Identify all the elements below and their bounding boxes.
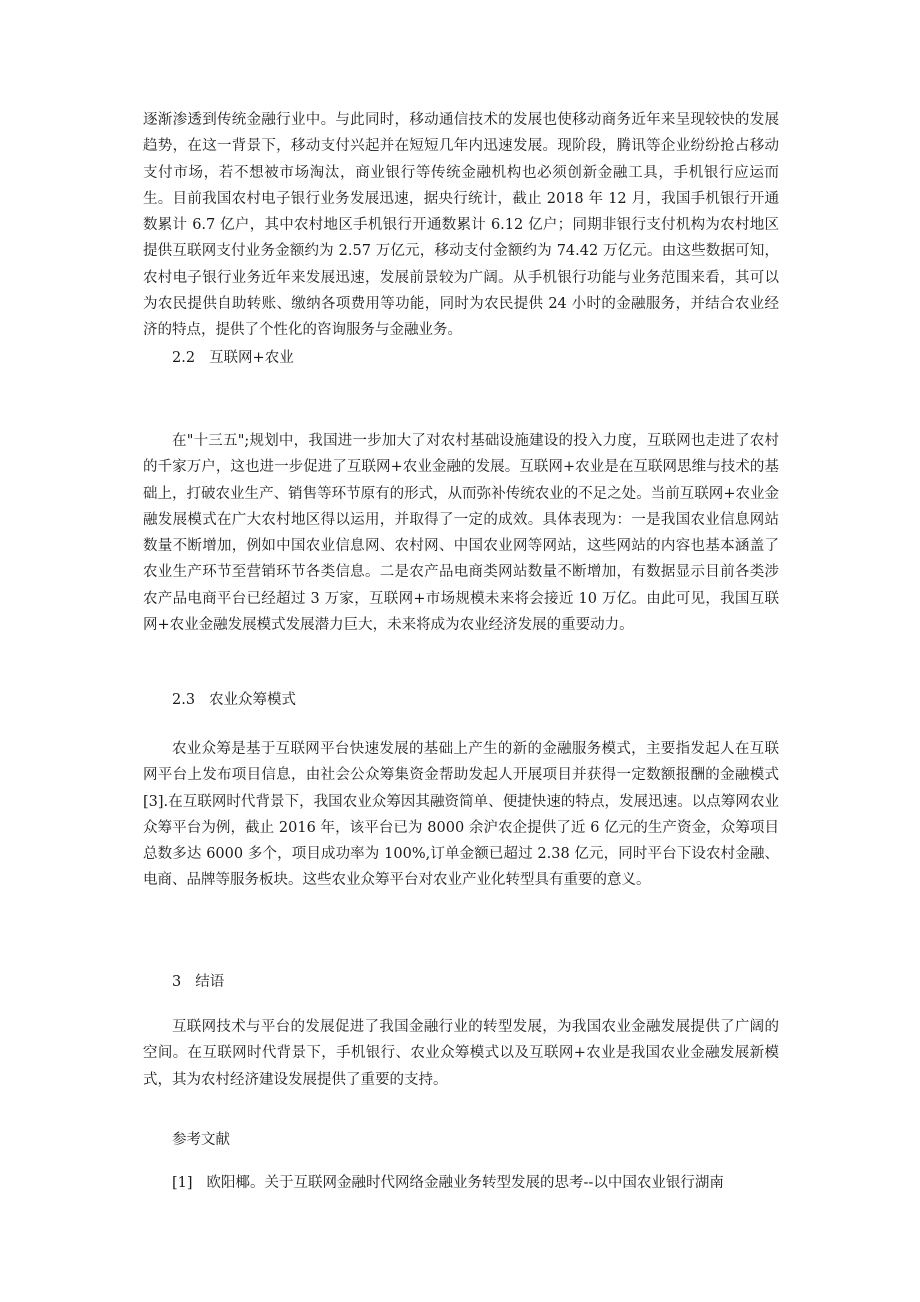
section-title: 结语 (195, 974, 225, 990)
section-3-heading (172, 972, 224, 992)
section-3-paragraph: 互联网技术与平台的发展促进了我国金融行业的转型发展，为我国农业金融发展提供了广阔的空间。在互联网时代背景下，手机银行、农业众筹模式以及互联网+农业是我国农业金融发展新模式，其为农村经济建设发展提供了重要的支持。 (143, 1019, 779, 1088)
section-title: 农业众筹模式 (209, 692, 297, 708)
section-2-2-heading (172, 348, 294, 368)
reference-item (172, 1173, 822, 1193)
section-2-3-heading (172, 690, 296, 710)
section-title: 互联网+农业 (209, 350, 294, 366)
intro-paragraph: 逐渐渗透到传统金融行业中。与此同时，移动通信技术的发展也使移动商务近年来呈现较快的发展趋势，在这一背景下，移动支付兴起并在短短几年内迅速发展。现阶段，腾讯等企业纷纷抢占移动支付市场，若不想被市场淘汰，商业银行等传统金融机构也必须创新金融工具，手机银行应运而生。目前我国农村电子银行业务发展迅速，据央行统计，截止 2018 年 12 月，我国手机银行开通数累计 6.7 亿户，其中农村地区手机银行开通数累计 6.12 亿户；同期非银行支付机构为农村地区提供互联网支付业务金额约为 2.57 万亿元，移动支付金额约为 74.42 万亿元。由这些数据可知，农村电子银行业务近年来发展迅速，发展前景较为广阔。从手机银行功能与业务范围来看，其可以为农民提供自助转账、缴纳各项费用等功能，同时为农民提供 24 小时的金融服务，并结合农业经济的特点，提供了个性化的咨询服务与金融业务。 (143, 112, 779, 339)
section-number: 2.2 (172, 350, 196, 366)
reference-index: [1] (172, 1175, 193, 1191)
section-number: 3 (172, 974, 182, 990)
section-2-2-paragraph: 在"十三五";规划中，我国进一步加大了对农村基础设施建设的投入力度，互联网也走进了农村的千家万户，这也进一步促进了互联网+农业金融的发展。互联网+农业是在互联网思维与技术的基础上，打破农业生产、销售等环节原有的形式，从而弥补传统农业的不足之处。当前互联网+农业金融发展模式在广大农村地区得以运用，并取得了一定的成效。具体表现为：一是我国农业信息网站数量不断增加，例如中国农业信息网、农村网、中国农业网等网站，这些网站的内容也基本涵盖了农业生产环节至营销环节各类信息。二是农产品电商类网站数量不断增加，有数据显示目前各类涉农产品电商平台已经超过 3 万家，互联网+市场规模未来将会接近 10 万亿。由此可见，我国互联网+农业金融发展模式发展潜力巨大，未来将成为农业经济发展的重要动力。 (143, 433, 779, 634)
reference-text: 欧阳椰。关于互联网金融时代网络金融业务转型发展的思考--以中国农业银行湖南 (206, 1175, 724, 1191)
section-number: 2.3 (172, 692, 196, 708)
references-heading: 参考文献 (172, 1132, 230, 1148)
section-2-3-paragraph: 农业众筹是基于互联网平台快速发展的基础上产生的新的金融服务模式，主要指发起人在互联网平台上发布项目信息，由社会公众筹集资金帮助发起人开展项目并获得一定数额报酬的金融模式[3].在互联网时代背景下，我国农业众筹因其融资简单、便捷快速的特点，发展迅速。以点筹网农业众筹平台为例，截止 2016 年，该平台已为 8000 余沪农企提供了近 6 亿元的生产资金，众筹项目总数多达 6000 多个，项目成功率为 100%,订单金额已超过 2.38 亿元，同时平台下设农村金融、电商、品牌等服务板块。这些农业众筹平台对农业产业化转型具有重要的意义。 (143, 741, 779, 889)
